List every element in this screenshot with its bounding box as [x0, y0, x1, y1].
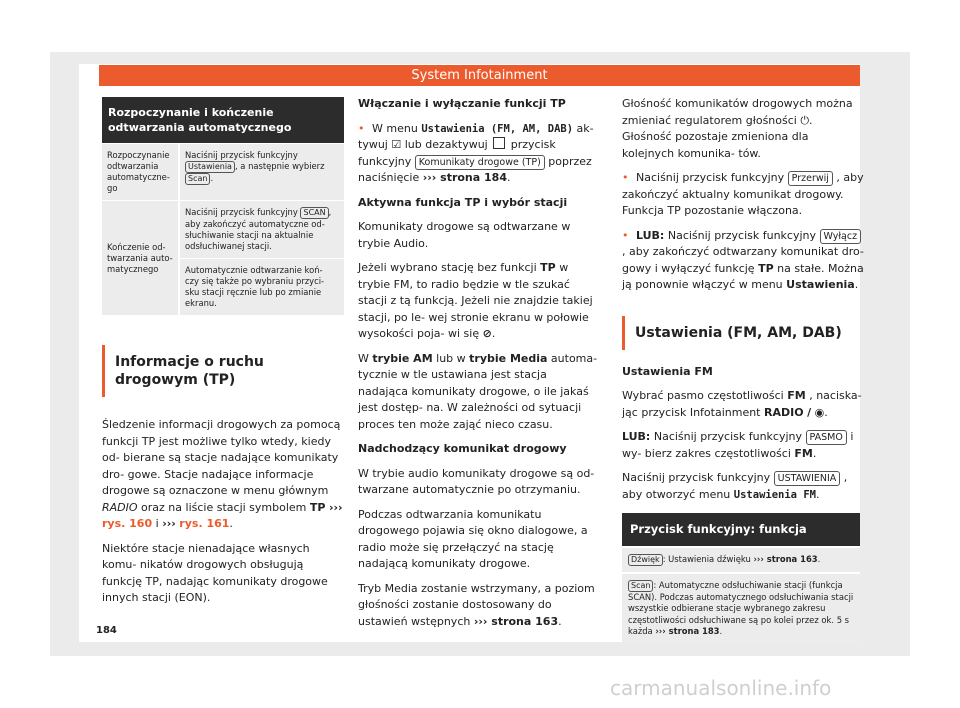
sound-key: Dźwięk [628, 554, 663, 566]
paragraph: W trybie audio komunikaty drogowe są od- twarzane automatycznie po otrzymaniu. [358, 466, 595, 496]
page-link[interactable]: ››› strona 184 [422, 171, 507, 184]
text: . [506, 171, 511, 184]
cell-text: Naciśnij przycisk funkcyjny [185, 150, 298, 160]
text: : Ustawienia dźwięku [662, 553, 751, 564]
text: Jeżeli wybrano stację bez funkcji [358, 261, 537, 274]
paragraph [622, 429, 864, 462]
table-row-cell [179, 201, 344, 259]
watermark: carmanualsonline.info [610, 676, 832, 700]
text: , aby zakończyć odtwarzany komunikat dro- gowy i wyłączyć funkcję [622, 245, 864, 275]
radio-key: RADIO [764, 405, 804, 419]
paragraph: Niektóre stacje nienadające własnych komu- nikatów drogowych obsługują funkcję TP, nadając komunikaty drogowe innych stacji (EON). [102, 541, 328, 604]
text: Śledzenie informacji drogowych za pomocą funkcji TP jest możliwe tylko wtedy, kiedy od- bierane są stacje nadające komunikaty dro- gowe. Stacje nadające informacje drogowe są oznaczone w menu głównym [102, 418, 341, 497]
text: W menu [372, 121, 418, 135]
page-link[interactable]: ››› strona 163 [753, 553, 818, 564]
subheading: Ustawienia FM [622, 364, 713, 378]
scan-key: Scan [185, 173, 210, 185]
text: oraz na liście stacji symbolem [141, 500, 307, 514]
table-row [102, 144, 344, 201]
arrow-icon: ››› [162, 517, 176, 530]
menu-name: Ustawienia [786, 278, 855, 291]
text: W [358, 351, 369, 365]
text: . [229, 517, 233, 530]
subheading: Aktywna funkcja TP i wybór stacji [358, 195, 568, 209]
text: Wybrać pasmo częstotliwości [622, 389, 784, 402]
paragraph [622, 96, 864, 162]
text: lub dezaktywuj [404, 138, 488, 151]
bullet-icon: • [622, 228, 629, 242]
text: , aby otworzyć menu [622, 471, 848, 501]
page-header: System Infotainment [99, 65, 860, 86]
text: , naciska- jąc przycisk Infotainment [622, 389, 862, 419]
text: lub w [436, 351, 466, 365]
tp-symbol: TP [309, 500, 326, 514]
text: trybie AM [372, 351, 433, 365]
paragraph [622, 388, 864, 421]
box-title: Przycisk funkcyjny: funkcja [622, 513, 860, 546]
settings-key: Ustawienia [185, 161, 235, 173]
text: . [854, 278, 859, 291]
text: . [812, 446, 817, 460]
page-link[interactable]: ››› strona 163 [473, 614, 559, 628]
column-left [102, 96, 344, 615]
paragraph [358, 351, 600, 434]
text: poprzez naciśnięcie [358, 154, 592, 184]
cell-text: Naciśnij przycisk funkcyjny [185, 207, 298, 217]
subheading: Włączanie i wyłączanie funkcji TP [358, 97, 566, 110]
text: przycisk funkcyjny [358, 138, 556, 168]
scan-hardkey: SCAN [300, 207, 328, 219]
text: FM [794, 446, 813, 460]
menu-name: Ustawienia (FM, AM, DAB) [421, 122, 574, 135]
text: , aby zakończyć aktualny komunikat drogowy. Funkcja TP pozostanie włączona. [622, 171, 864, 217]
table-row [102, 201, 344, 259]
cell-text: , a następnie wybierz [234, 161, 325, 171]
volume-knob-icon: ⏻ [800, 113, 810, 127]
section-title-settings: Ustawienia (FM, AM, DAB) [622, 316, 864, 350]
text: . [491, 327, 496, 340]
box-item [622, 572, 860, 644]
text: na stałe. Można ją ponownie włączyć w menu [622, 261, 864, 291]
text: : Automatyczne odsłuchiwanie stacji (funkcja SCAN). Podczas automatycznego odsłuchiwania stacji wszystkie odbierane stacje wybranego zakresu częstotliwości odsłuchiwane są po kolei przez ok. 5 s każda [628, 579, 854, 636]
band-key: PASMO [806, 430, 847, 445]
text: ak- tywuj [358, 121, 594, 151]
text: Naciśnij przycisk funkcyjny [667, 228, 816, 242]
table-row-label: Rozpoczynanie odtwarzania automatyczne- go [102, 144, 179, 201]
menu-name: Ustawienia FM [733, 488, 816, 501]
text: trybie Media [469, 351, 548, 365]
figure-link[interactable]: rys. 161 [179, 517, 230, 530]
radio-label: RADIO [102, 500, 138, 514]
off-key: Wyłącz [820, 229, 862, 244]
text: LUB: [622, 430, 651, 443]
text: . [719, 626, 723, 636]
text: Głośność komunikatów drogowych można zmieniać regulatorem głośności [622, 97, 853, 127]
text: w trybie FM, to radio będzie w tle szukać stacji z tą funkcją. Jeżeli nie znajdzie takiej stacji, po le- wej stronie ekranu w połowie wysokości poja- wi się [358, 261, 593, 340]
tp-symbol: TP [758, 261, 774, 275]
text: . [815, 487, 820, 501]
text: . Głośność pozostaje zmieniona dla kolejnych komunika- tów. [622, 113, 813, 160]
column-right [622, 96, 864, 644]
figure-link[interactable]: rys. 160 [102, 517, 153, 530]
page-link[interactable]: ››› strona 183 [655, 626, 720, 636]
text: i wy- bierz zakres częstotliwości [622, 430, 854, 460]
checkbox-checked-icon: ☑ [391, 138, 402, 151]
paragraph: Podczas odtwarzania komunikatu drogowego pojawia się okno dialogowe, a radio może się przełączyć na stację nadającą komunikaty drogowe. [358, 507, 588, 570]
paragraph [622, 470, 864, 503]
arrow-icon: ››› [328, 500, 343, 514]
function-key-box [622, 513, 860, 644]
paragraph [358, 260, 600, 343]
text: automa- tycznie w tle ustawiana jest stacja nadająca komunikaty drogowe, o ile jakaś jest dostęp- na. W zależności od sytuacji proces ten może zająć nieco czasu. [358, 351, 598, 431]
bullet-icon: • [358, 121, 365, 135]
text: / [807, 405, 812, 419]
column-middle [358, 96, 600, 638]
scan-key: Scan [628, 580, 653, 592]
text: FM [787, 389, 806, 402]
section-title-tp: Informacje o ruchu drogowym (TP) [102, 345, 344, 397]
radio-icon: ◉ [814, 405, 825, 419]
paragraph [358, 581, 600, 631]
paragraph [102, 417, 344, 533]
bullet-icon: • [622, 171, 629, 184]
traffic-info-key: Komunikaty drogowe (TP) [415, 155, 545, 170]
checkbox-empty-icon [493, 137, 505, 149]
table-row-cell: Naciśnij przycisk funkcyjny Ustawienia , a następnie wybierz Scan . [179, 144, 344, 201]
tp-symbol: TP [540, 261, 556, 274]
text: . [824, 405, 828, 419]
paragraph [622, 228, 864, 294]
paragraph: Komunikaty drogowe są odtwarzane w trybie Audio. [358, 220, 571, 250]
text: Naciśnij przycisk funkcyjny [622, 471, 771, 484]
text: LUB: [636, 228, 665, 242]
box-item [622, 546, 860, 572]
text: i [155, 517, 159, 530]
table-row-cell: Automatycznie odtwarzanie koń- czy się także po wybraniu przyci- sku stacji ręcznie lub po zmianie ekranu. [179, 259, 344, 316]
paragraph [358, 121, 600, 187]
text: Naciśnij przycisk funkcyjny [636, 171, 785, 184]
table-title: Rozpoczynanie i kończenie odtwarzania automatycznego [102, 97, 344, 144]
table-row-label: Kończenie od- twarzania auto- matycznego [102, 201, 179, 316]
pause-key: Przerwij [788, 171, 833, 186]
text: . [558, 614, 562, 628]
paragraph [622, 170, 864, 220]
cell-text: , aby zakończyć automatyczne od- słuchiwanie stacji na aktualnie odsłuchiwanej stacji. [185, 207, 332, 251]
settings-key: USTAWIENIA [774, 471, 841, 486]
text: . [817, 553, 821, 564]
page-number: 184 [96, 625, 117, 636]
text: Naciśnij przycisk funkcyjny [653, 430, 802, 443]
text: Tryb Media zostanie wstrzymany, a poziom głośności zostanie dostosowany do ustawień wstępnych [358, 581, 595, 628]
subheading: Nadchodzący komunikat drogowy [358, 442, 567, 455]
autoplay-table [102, 96, 344, 315]
no-tp-icon: ⊘ [482, 327, 492, 340]
